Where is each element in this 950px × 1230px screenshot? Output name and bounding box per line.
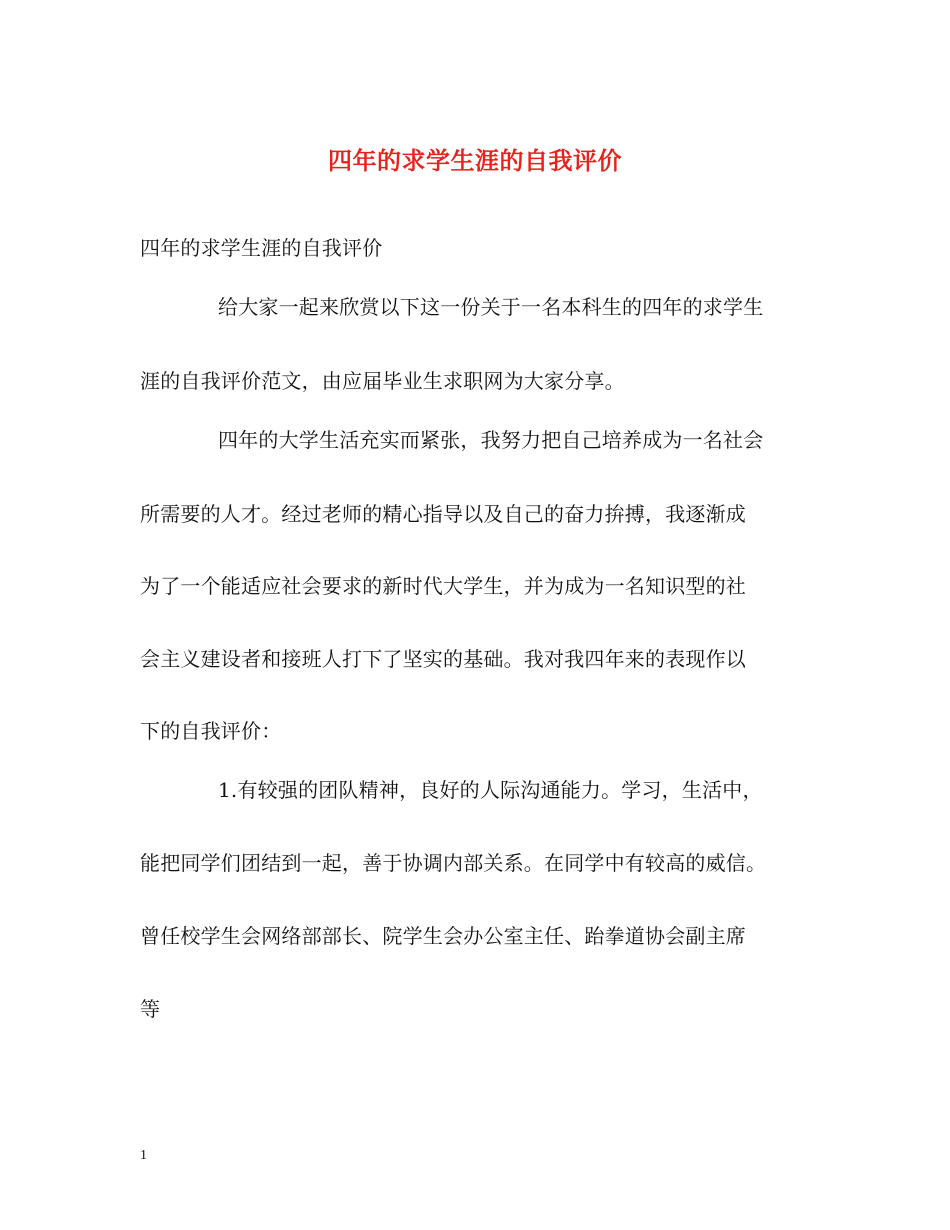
document-title: 四年的求学生涯的自我评价 bbox=[328, 146, 622, 175]
paragraph-line: 曾任校学生会网络部部长、院学生会办公室主任、跆拳道协会副主席 bbox=[140, 924, 746, 948]
paragraph-line: 等 bbox=[140, 997, 161, 1021]
paragraph-line: 下的自我评价： bbox=[140, 719, 282, 743]
page-number: 1 bbox=[140, 1148, 147, 1163]
paragraph-line: 所需要的人才。经过老师的精心指导以及自己的奋力拚搏，我逐渐成 bbox=[140, 502, 746, 526]
paragraph-line: 涯的自我评价范文，由应届毕业生求职网为大家分享。 bbox=[140, 369, 625, 393]
paragraph-line: 能把同学们团结到一起，善于协调内部关系。在同学中有较高的威信。 bbox=[140, 851, 767, 875]
subtitle-line: 四年的求学生涯的自我评价 bbox=[140, 236, 383, 260]
paragraph-line: 为了一个能适应社会要求的新时代大学生，并为成为一名知识型的社 bbox=[140, 574, 746, 598]
paragraph-line: 给大家一起来欣赏以下这一份关于一名本科生的四年的求学生 bbox=[218, 295, 764, 319]
paragraph-line: 四年的大学生活充实而紧张，我努力把自己培养成为一名社会 bbox=[218, 428, 764, 452]
paragraph-line: 会主义建设者和接班人打下了坚实的基础。我对我四年来的表现作以 bbox=[140, 647, 746, 671]
paragraph-line: 1.有较强的团队精神，良好的人际沟通能力。学习，生活中， bbox=[218, 778, 763, 802]
